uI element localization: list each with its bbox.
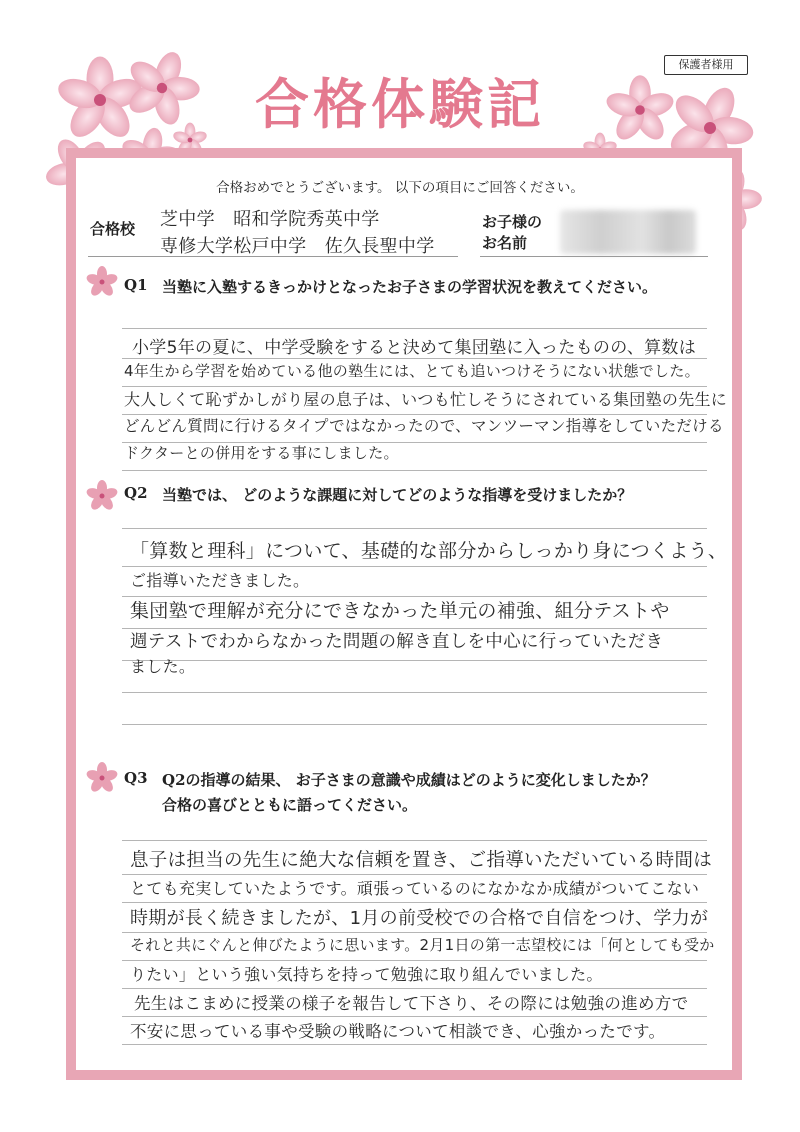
q3-answer-line: 息子は担当の先生に絶大な信頼を置き、ご指導いただいている時間は — [130, 850, 713, 871]
q1-answer-line: 小学5年の夏に、中学受験をすると決めて集団塾に入ったものの、算数は — [132, 338, 697, 358]
q1-number: Q1 — [124, 276, 148, 294]
q3-number: Q3 — [124, 769, 148, 787]
q3-answer-line: 時期が長く続きましたが、1月の前受校での合格で自信をつけ、学力が — [130, 908, 709, 929]
q1-question: 当塾に入塾するきっかけとなったお子さまの学習状況を教えてください。 — [162, 278, 658, 296]
q3-answer-line: それと共にぐんと伸びたように思います。2月1日の第一志望校には「何としても受か — [130, 936, 715, 954]
q3-answer-line: 先生はこまめに授業の様子を報告して下さり、その際には勉強の進め方で — [134, 994, 689, 1013]
q2-flower-icon — [84, 478, 120, 514]
schools-line-2: 専修大学松戸中学 佐久長聖中学 — [160, 236, 435, 257]
schools-underline — [88, 256, 458, 257]
q2-answer-line: ご指導いただきました。 — [130, 571, 310, 590]
guardian-badge: 保護者様用 — [664, 55, 748, 75]
q2-question: 当塾では、 どのような課題に対してどのような指導を受けましたか？ — [162, 486, 633, 504]
intro-text: 合格おめでとうございます。 以下の項目にご回答ください。 — [216, 180, 584, 196]
q1-answer-line: どんどん質問に行けるタイプではなかったので、マンツーマン指導をしていただける — [124, 417, 724, 435]
q3-answer-line: とても充実していたようです。頑張っているのになかなか成績がついてこない — [130, 879, 700, 898]
q2-number: Q2 — [124, 484, 148, 502]
q1-answer-line: 大人しくて恥ずかしがり屋の息子は、いつも忙しそうにされている集団塾の先生に — [124, 390, 728, 409]
q1-answer-line: ドクターとの併用をする事にしました。 — [124, 444, 399, 462]
schools-label: 合格校 — [90, 220, 136, 238]
q2-answer-line: 週テストでわからなかった問題の解き直しを中心に行っていただき — [130, 632, 664, 652]
q3-question-line-2: 合格の喜びとともに語ってください。 — [162, 796, 418, 814]
child-name-label-1: お子様の — [482, 213, 543, 231]
child-name-redacted — [560, 210, 696, 254]
q3-question: Q2の指導の結果、 お子さまの意識や成績はどのように変化しましたか？ — [162, 771, 656, 789]
q1-answer-line: 4年生から学習を始めている他の塾生には、とても追いつけそうにない状態でした。 — [124, 362, 700, 380]
page-title: 合格体験記 — [255, 72, 545, 136]
child-name-underline — [480, 256, 708, 257]
q3-flower-icon — [84, 760, 120, 796]
child-name-label-2: お名前 — [482, 234, 528, 252]
q2-answer-line: 「算数と理科」について、基礎的な部分からしっかり身につくよう、 — [130, 540, 728, 562]
q3-answer-line: 不安に思っている事や受験の戦略について相談でき、心強かったです。 — [130, 1022, 666, 1041]
q2-answer-line: ました。 — [130, 657, 196, 676]
schools-line-1: 芝中学 昭和学院秀英中学 — [160, 209, 380, 230]
q2-answer-line: 集団塾で理解が充分にできなかった単元の補強、組分テストや — [130, 600, 670, 622]
q3-answer-line: りたい」という強い気持ちを持って勉強に取り組んでいました。 — [130, 965, 603, 984]
q1-flower-icon — [84, 264, 120, 300]
